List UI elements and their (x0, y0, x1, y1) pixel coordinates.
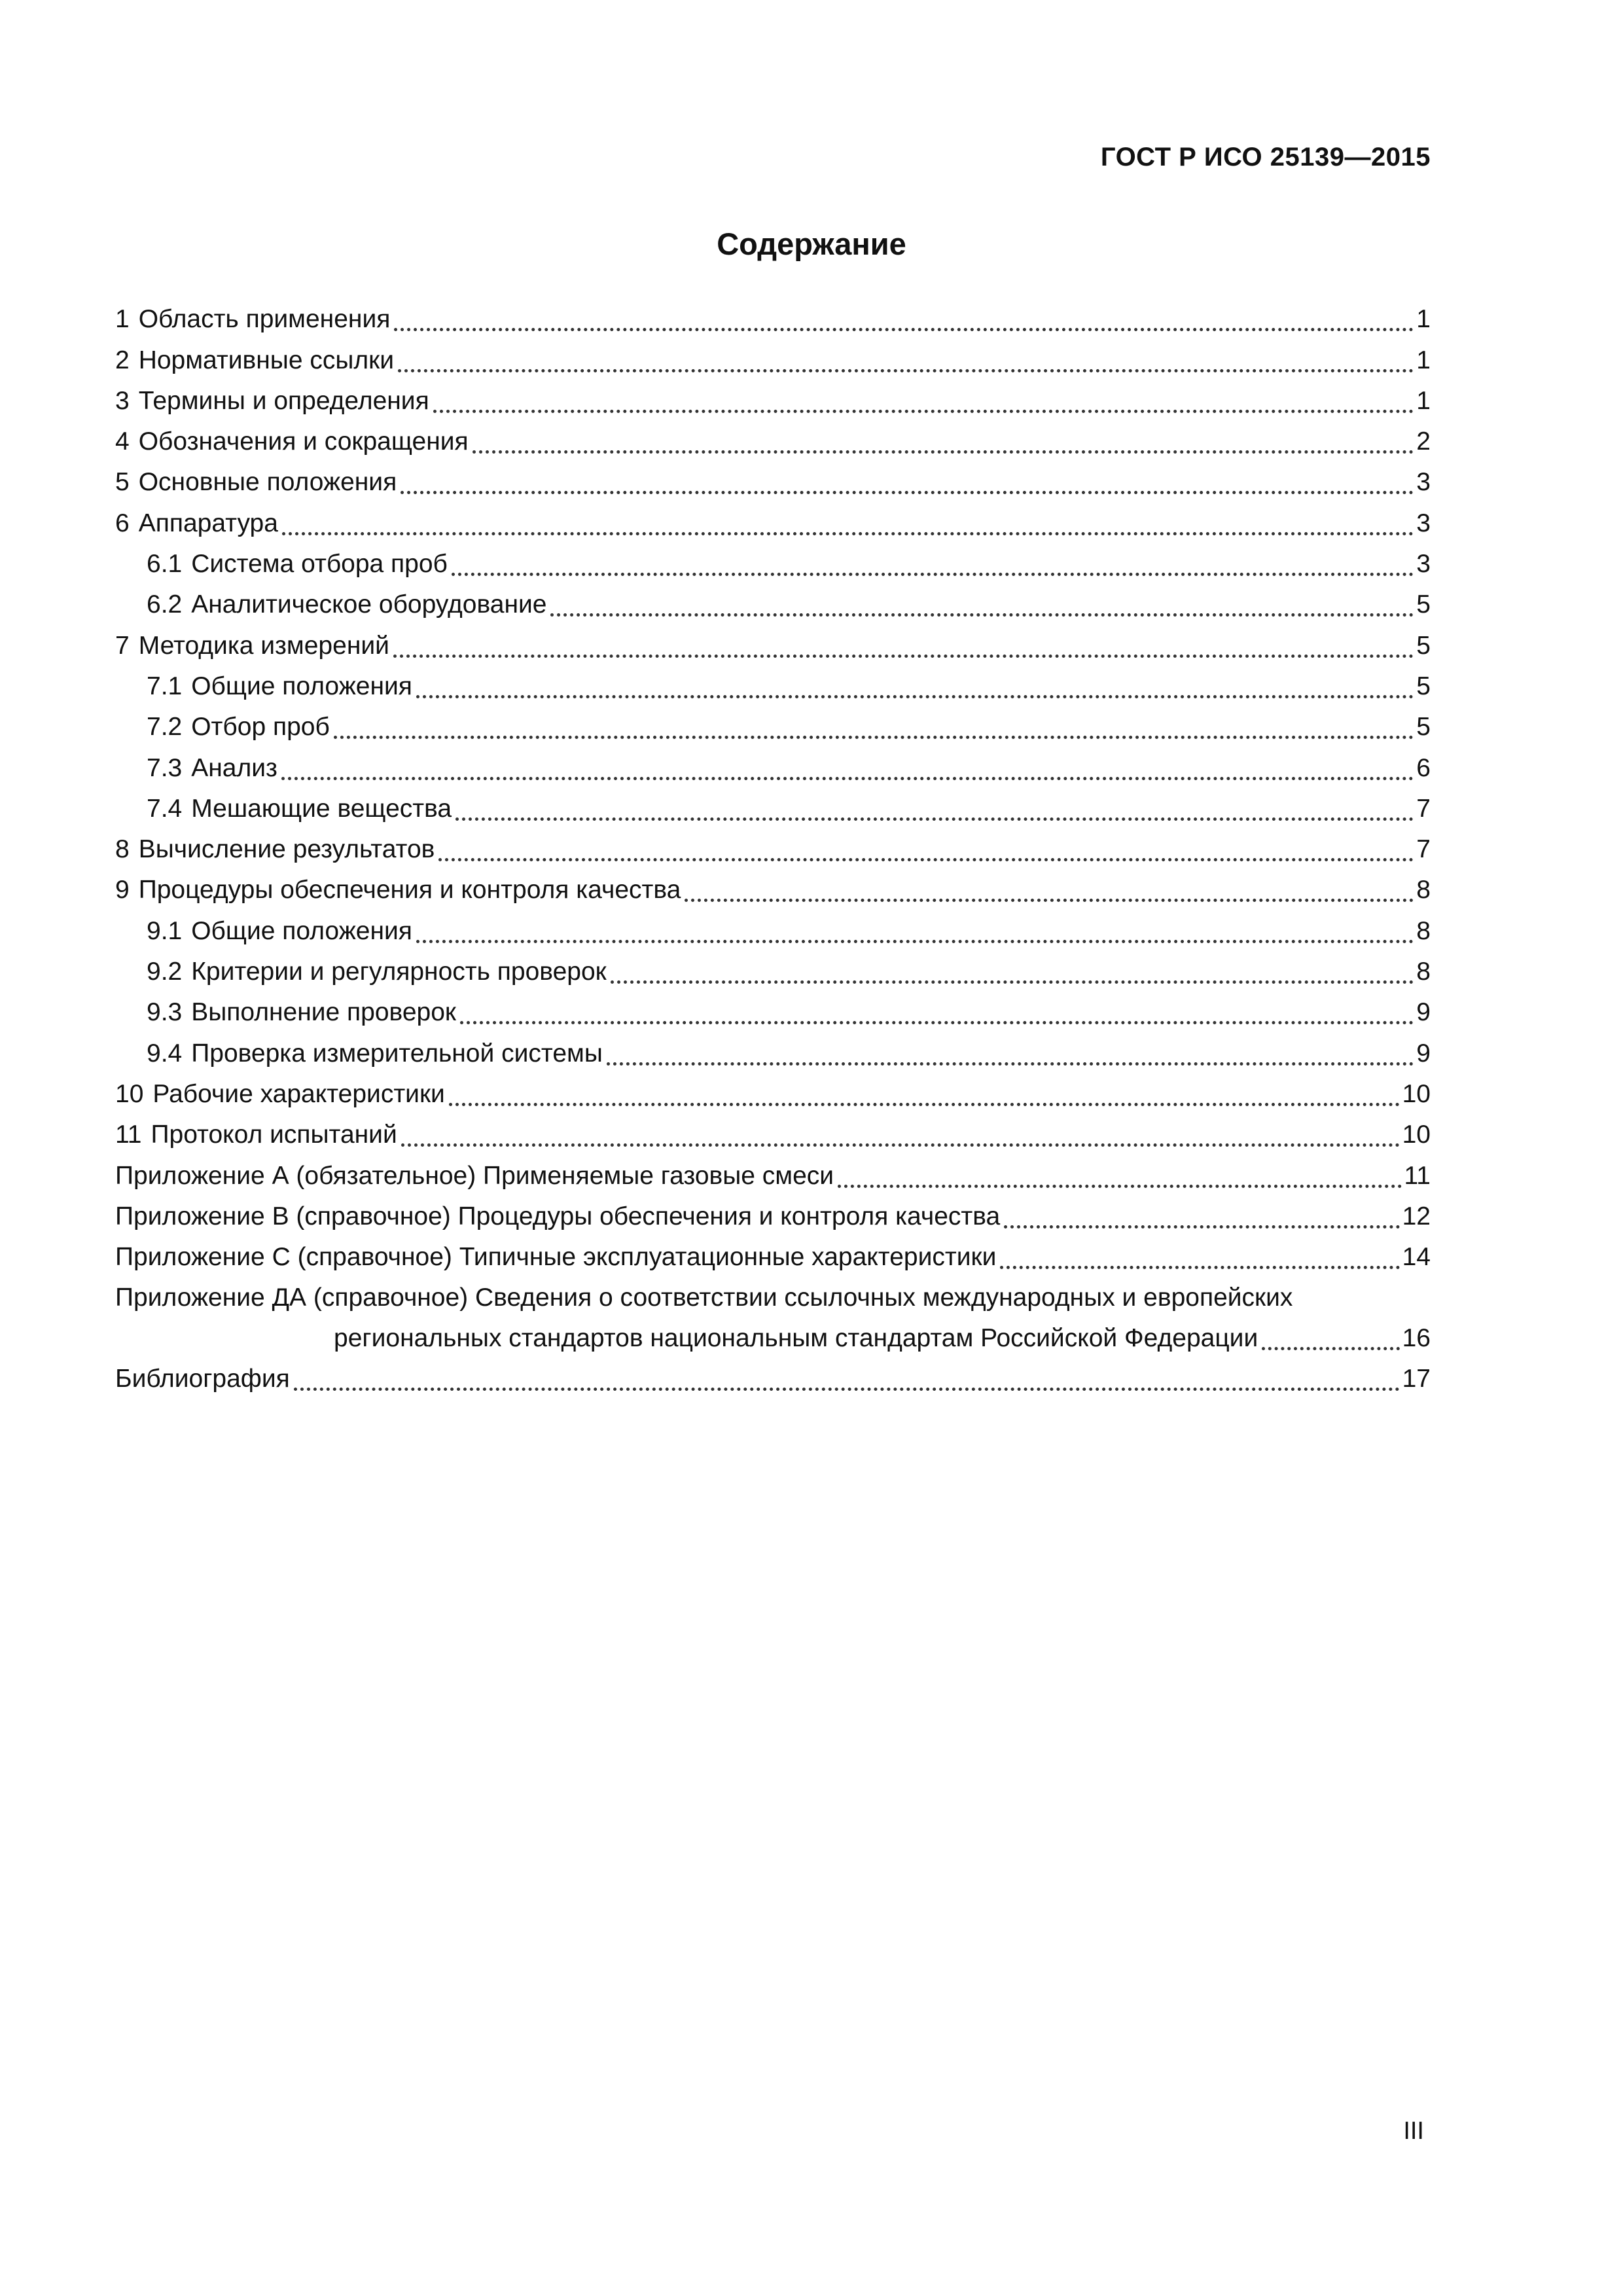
toc-entry-page: 1 (1416, 386, 1431, 415)
dot-leader (460, 1020, 1414, 1024)
document-code: ГОСТ Р ИСО 25139—2015 (1100, 143, 1431, 171)
toc-entry-page: 5 (1416, 672, 1431, 700)
toc-entry-text: Обозначения и сокращения (138, 427, 469, 456)
toc-entry-page: 7 (1416, 835, 1431, 864)
toc-entry-page: 8 (1416, 958, 1431, 986)
toc-entry[interactable] (115, 416, 1431, 456)
toc-entry-number: 7.1 (147, 672, 183, 700)
toc-entry-page: 3 (1416, 468, 1431, 497)
toc-entry-number: 9.2 (147, 958, 183, 986)
toc-entry-number: 6.2 (147, 590, 183, 619)
dot-leader (550, 613, 1414, 617)
toc-entry[interactable] (115, 1109, 1431, 1149)
toc-entry-text: Критерии и регулярность проверок (191, 958, 607, 986)
toc-entry-number: 6 (115, 509, 130, 537)
dot-leader (393, 654, 1414, 658)
toc-entry-text: Аналитическое оборудование (191, 590, 547, 619)
dot-leader (1262, 1346, 1399, 1350)
toc-entry-number: 8 (115, 835, 130, 864)
toc-entry-page: 5 (1416, 590, 1431, 619)
toc-entry-text: Приложение ДА (справочное) Сведения о соответствии ссылочных международных и европейских (115, 1283, 1293, 1312)
toc-entry-page: 8 (1416, 916, 1431, 945)
toc-entry[interactable] (115, 579, 1431, 619)
toc-entry-page: 9 (1416, 1039, 1431, 1067)
toc-entry-number: 7.3 (147, 753, 183, 782)
dot-leader (401, 1143, 1400, 1147)
toc-entry-number: 9.1 (147, 916, 183, 945)
dot-leader (607, 1062, 1414, 1066)
dot-leader (838, 1184, 1401, 1188)
toc-entry-number: 3 (115, 386, 130, 415)
toc-entry-number: 7.4 (147, 794, 183, 823)
dot-leader (398, 368, 1414, 372)
toc-entry-text: Нормативные ссылки (138, 346, 394, 374)
dot-leader (449, 1102, 1400, 1106)
toc-entry-number: 10 (115, 1079, 144, 1108)
toc-entry-page: 2 (1416, 427, 1431, 456)
dot-leader (1000, 1265, 1399, 1269)
toc-entry-text: Основные положения (138, 468, 397, 497)
toc-entry-number: 11 (115, 1121, 142, 1149)
toc-entry-number: 2 (115, 346, 130, 374)
toc-entry-text: Проверка измерительной системы (191, 1039, 603, 1067)
dot-leader (433, 409, 1414, 413)
toc-entry-number: 9.3 (147, 998, 183, 1027)
toc-entry-page: 16 (1402, 1324, 1431, 1353)
toc-entry-page: 3 (1416, 509, 1431, 537)
toc-entry[interactable] (115, 1231, 1431, 1272)
toc-entry-text: Библиография (115, 1365, 290, 1393)
toc-entry[interactable] (115, 905, 1431, 945)
toc-entry-number: 7.2 (147, 713, 183, 742)
toc-entry-page: 8 (1416, 876, 1431, 905)
toc-entry-page: 12 (1402, 1202, 1431, 1230)
toc-entry-page: 1 (1416, 305, 1431, 334)
toc-entry[interactable] (115, 823, 1431, 864)
toc-entry-text: Общие положения (191, 916, 412, 945)
toc-entry[interactable] (115, 538, 1431, 579)
dot-leader (438, 857, 1414, 861)
toc-entry-page: 5 (1416, 631, 1431, 660)
toc-entry-text: региональных стандартов национальным стандартам Российской Федерации (334, 1324, 1258, 1353)
dot-leader (282, 531, 1414, 535)
dot-leader (294, 1387, 1400, 1391)
toc-entry-number: 4 (115, 427, 130, 456)
toc-entry[interactable] (115, 497, 1431, 537)
dot-leader (334, 735, 1414, 739)
dot-leader (455, 817, 1414, 821)
toc-entry-text: Общие положения (191, 672, 412, 700)
toc-entry-text: Выполнение проверок (191, 998, 456, 1027)
toc-entry-number: 5 (115, 468, 130, 497)
page-number: III (1403, 2117, 1424, 2145)
toc-entry-text: Система отбора проб (191, 550, 448, 579)
toc-entry-number: 9.4 (147, 1039, 183, 1067)
toc-entry-text: Мешающие вещества (191, 794, 452, 823)
toc-entry-text: Отбор проб (191, 713, 330, 742)
dot-leader (416, 694, 1414, 698)
toc-entry-text: Приложение А (обязательное) Применяемые газовые смеси (115, 1161, 834, 1190)
toc-entry-number: 9 (115, 876, 130, 905)
toc-entry-page: 6 (1416, 753, 1431, 782)
dot-leader (1004, 1225, 1399, 1229)
toc-entry-page: 10 (1402, 1079, 1431, 1108)
toc-entry[interactable] (115, 946, 1431, 986)
toc-entry[interactable] (115, 1068, 1431, 1109)
toc-entry[interactable] (115, 660, 1431, 701)
dot-leader (401, 490, 1414, 494)
toc-entry-page: 9 (1416, 998, 1431, 1027)
dot-leader (394, 327, 1414, 331)
dot-leader (473, 450, 1414, 454)
toc-entry[interactable] (115, 334, 1431, 374)
toc-entry-page: 5 (1416, 713, 1431, 742)
dot-leader (416, 939, 1414, 943)
toc-entry[interactable] (115, 1149, 1431, 1190)
toc-entry[interactable] (115, 1027, 1431, 1067)
toc-entry[interactable] (115, 742, 1431, 782)
toc-entry[interactable] (115, 864, 1431, 905)
dot-leader (452, 572, 1414, 576)
toc-entry-page: 10 (1402, 1121, 1431, 1149)
toc-entry-number: 1 (115, 305, 130, 334)
toc-entry-text: Термины и определения (138, 386, 429, 415)
dot-leader (281, 776, 1414, 780)
toc-entry-text: Рабочие характеристики (152, 1079, 445, 1108)
toc-entry[interactable] (115, 701, 1431, 742)
table-of-contents (115, 293, 1431, 1393)
toc-entry-bibliography[interactable] (115, 1353, 1431, 1393)
toc-entry-number: 7 (115, 631, 130, 660)
toc-entry-page: 14 (1402, 1243, 1431, 1272)
toc-entry-text: Приложение В (справочное) Процедуры обеспечения и контроля качества (115, 1202, 1001, 1230)
toc-entry-text: Аппаратура (138, 509, 278, 537)
toc-entry[interactable] (115, 456, 1431, 497)
dot-leader (685, 898, 1414, 902)
toc-entry-page: 11 (1404, 1161, 1431, 1190)
toc-entry-text: Протокол испытаний (151, 1121, 397, 1149)
toc-entry-page: 3 (1416, 550, 1431, 579)
toc-entry[interactable] (115, 986, 1431, 1027)
toc-entry[interactable] (115, 619, 1431, 660)
toc-entry-text: Приложение С (справочное) Типичные эксплуатационные характеристики (115, 1243, 997, 1272)
toc-entry-page: 1 (1416, 346, 1431, 374)
toc-entry-line (115, 1272, 1431, 1312)
toc-entry-text: Методика измерений (138, 631, 389, 660)
toc-entry-text: Вычисление результатов (138, 835, 435, 864)
toc-entry[interactable] (115, 783, 1431, 823)
toc-entry-text: Процедуры обеспечения и контроля качества (138, 876, 681, 905)
toc-entry-page: 17 (1402, 1365, 1431, 1393)
toc-entry[interactable] (115, 293, 1431, 334)
toc-entry-page: 7 (1416, 794, 1431, 823)
toc-entry-number: 6.1 (147, 550, 183, 579)
toc-entry[interactable] (115, 375, 1431, 416)
toc-entry-text: Область применения (138, 305, 391, 334)
toc-entry-annex-da[interactable] (115, 1272, 1431, 1353)
dot-leader (611, 980, 1414, 984)
toc-entries (115, 293, 1431, 1272)
toc-entry-text: Анализ (191, 753, 277, 782)
toc-entry-line (115, 1312, 1431, 1353)
toc-entry[interactable] (115, 1191, 1431, 1231)
toc-title: Содержание (717, 226, 906, 261)
